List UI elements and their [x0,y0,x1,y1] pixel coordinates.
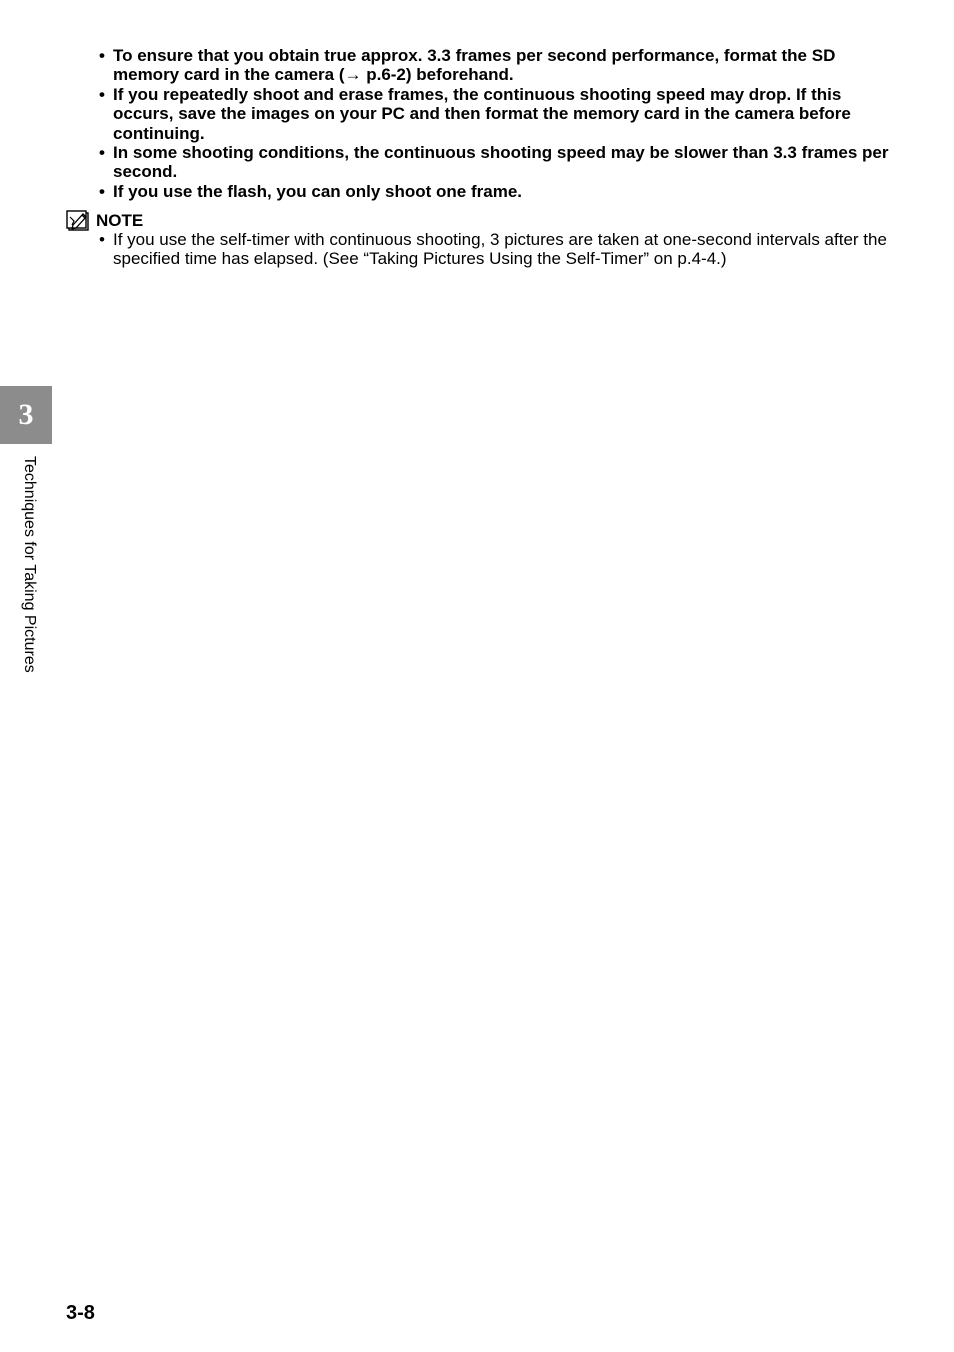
chapter-title: Techniques for Taking Pictures [21,456,38,673]
bullet: • [99,230,105,249]
bullet: • [99,84,105,104]
note-list [99,230,899,269]
bullet: • [99,181,105,201]
bullet: • [99,143,105,163]
warning-text: If you use the flash, you can only shoot one frame. [113,181,523,201]
warning-text: If you repeatedly shoot and erase frames, the continuous shooting speed may drop. If this occurs, save the images on your PC and then format the memory card in the camera before continuing. [113,84,851,143]
note-text: If you use the self-timer with continuous shooting, 3 pictures are taken at one-second intervals after the specified time has elapsed. (See “Taking Pictures Using the Self-Timer” on p.4-4.) [113,230,887,269]
warning-item [99,46,899,85]
warning-item [99,182,899,201]
warning-list [99,46,899,201]
note-pencil-icon [66,210,92,232]
note-item [99,230,899,269]
chapter-tab: 3 [0,386,52,444]
note-heading [66,210,143,232]
page-number: 3-8 [66,1302,95,1324]
warning-text: To ensure that you obtain true approx. 3.3 frames per second performance, format the SD memory card in the camera (→ p.6-2) beforehand. [113,46,836,85]
warning-item [99,143,899,182]
note-label: NOTE [96,211,144,230]
bullet: • [99,46,105,65]
warning-item [99,85,899,143]
warning-text: In some shooting conditions, the continuous shooting speed may be slower than 3.3 frames per second. [113,143,889,182]
